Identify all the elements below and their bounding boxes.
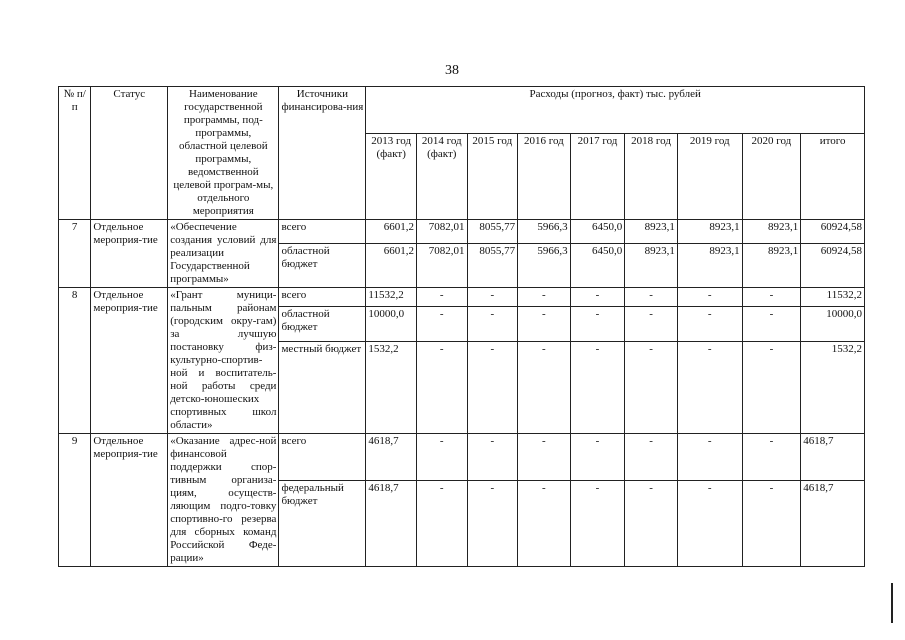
header-year: 2017 год (570, 134, 625, 220)
header-year: 2019 год (677, 134, 742, 220)
value-cell: - (677, 481, 742, 567)
row-name: «Грант муници-пальным районам (городским окру-гам) за лучшую постановку физ-культурно-спортив-ной и воспитатель-ной работы среди детско-юношеских спортивных школ области» (168, 288, 279, 434)
value-cell: 6450,0 (570, 220, 625, 244)
value-cell: 4618,7 (366, 434, 417, 481)
value-cell: 7082,01 (416, 220, 467, 244)
value-cell: - (467, 434, 518, 481)
value-cell: 8923,1 (625, 244, 678, 288)
margin-rule (891, 583, 893, 623)
value-cell: - (467, 342, 518, 434)
value-cell: - (625, 342, 678, 434)
value-cell: 6601,2 (366, 244, 417, 288)
value-cell: - (416, 342, 467, 434)
value-cell: - (625, 434, 678, 481)
budget-table (58, 86, 865, 567)
value-cell: - (467, 307, 518, 342)
funding-source: областной бюджет (279, 244, 366, 288)
value-cell: 8923,1 (742, 220, 801, 244)
value-cell: 11532,2 (366, 288, 417, 307)
header-year: 2020 год (742, 134, 801, 220)
page-number: 38 (445, 63, 459, 78)
value-cell: 8923,1 (625, 220, 678, 244)
header-status: Статус (91, 87, 168, 220)
total-cell: 60924,58 (801, 220, 865, 244)
value-cell: 8923,1 (677, 244, 742, 288)
row-num: 8 (59, 288, 91, 434)
header-year: 2018 год (625, 134, 678, 220)
header-year: 2016 год (518, 134, 571, 220)
value-cell: - (467, 288, 518, 307)
funding-source: всего (279, 434, 366, 481)
total-cell: 60924,58 (801, 244, 865, 288)
value-cell: - (742, 434, 801, 481)
row-name: «Оказание адрес-ной финансовой поддержки спор-тивным организа-циям, осуществ-ляющим подго-товку спортивно-го резерва для сборных команд Российской Феде-рации» (168, 434, 279, 567)
value-cell: - (467, 481, 518, 567)
value-cell: 8923,1 (677, 220, 742, 244)
header-name: Наименование государственной программы, под-программы, областной целевой программы, ведомственной целевой програм-мы, отдельного мероприятия (168, 87, 279, 220)
value-cell: - (742, 342, 801, 434)
header-year: 2013 год (факт) (366, 134, 417, 220)
value-cell: 1532,2 (366, 342, 417, 434)
value-cell: - (518, 434, 571, 481)
value-cell: 5966,3 (518, 244, 571, 288)
row-num: 7 (59, 220, 91, 288)
value-cell: - (742, 288, 801, 307)
row-status: Отдельное мероприя-тие (91, 434, 168, 567)
value-cell: 10000,0 (366, 307, 417, 342)
value-cell: - (570, 288, 625, 307)
total-cell: 4618,7 (801, 434, 865, 481)
header-year: 2015 год (467, 134, 518, 220)
row-num: 9 (59, 434, 91, 567)
value-cell: 8923,1 (742, 244, 801, 288)
value-cell: 6601,2 (366, 220, 417, 244)
value-cell: - (570, 434, 625, 481)
header-expenses: Расходы (прогноз, факт) тыс. рублей (366, 87, 865, 134)
value-cell: 4618,7 (366, 481, 417, 567)
header-total: итого (801, 134, 865, 220)
total-cell: 10000,0 (801, 307, 865, 342)
funding-source: местный бюджет (279, 342, 366, 434)
value-cell: 8055,77 (467, 244, 518, 288)
funding-source: всего (279, 220, 366, 244)
row-name: «Обеспечение создания условий для реализации Государственной программы» (168, 220, 279, 288)
value-cell: - (518, 481, 571, 567)
header-row (59, 87, 865, 134)
value-cell: - (570, 481, 625, 567)
value-cell: - (416, 434, 467, 481)
header-num: № п/п (59, 87, 91, 220)
value-cell: - (677, 434, 742, 481)
header-year: 2014 год (факт) (416, 134, 467, 220)
table-row (59, 220, 865, 244)
value-cell: 8055,77 (467, 220, 518, 244)
value-cell: - (625, 307, 678, 342)
value-cell: - (625, 481, 678, 567)
total-cell: 11532,2 (801, 288, 865, 307)
value-cell: - (518, 288, 571, 307)
value-cell: 5966,3 (518, 220, 571, 244)
value-cell: - (742, 481, 801, 567)
value-cell: - (518, 342, 571, 434)
funding-source: федеральный бюджет (279, 481, 366, 567)
value-cell: 7082,01 (416, 244, 467, 288)
funding-source: всего (279, 288, 366, 307)
value-cell: 6450,0 (570, 244, 625, 288)
value-cell: - (416, 307, 467, 342)
table-row (59, 434, 865, 481)
table-row (59, 288, 865, 307)
value-cell: - (742, 307, 801, 342)
value-cell: - (677, 288, 742, 307)
funding-source: областной бюджет (279, 307, 366, 342)
total-cell: 1532,2 (801, 342, 865, 434)
value-cell: - (416, 481, 467, 567)
value-cell: - (677, 307, 742, 342)
total-cell: 4618,7 (801, 481, 865, 567)
value-cell: - (416, 288, 467, 307)
value-cell: - (570, 342, 625, 434)
row-status: Отдельное мероприя-тие (91, 288, 168, 434)
value-cell: - (570, 307, 625, 342)
value-cell: - (518, 307, 571, 342)
row-status: Отдельное мероприя-тие (91, 220, 168, 288)
header-sources: Источники финансирова-ния (279, 87, 366, 220)
value-cell: - (677, 342, 742, 434)
value-cell: - (625, 288, 678, 307)
